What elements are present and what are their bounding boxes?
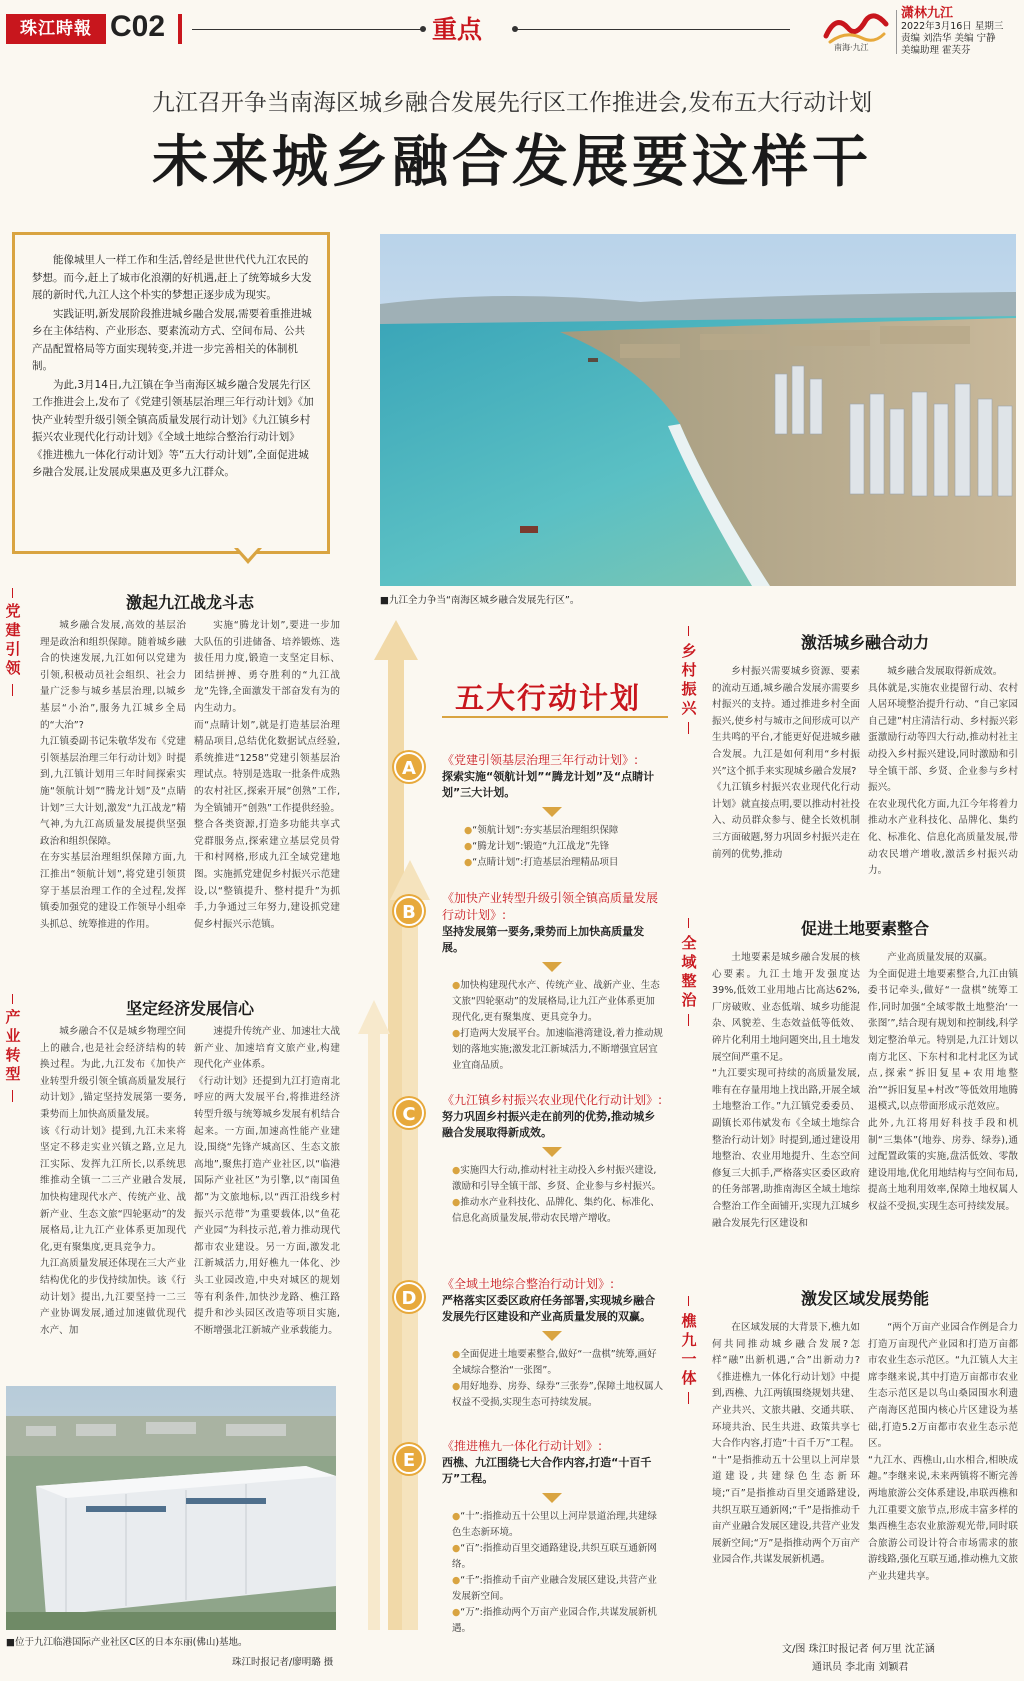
brand-name: 潇林九江 — [901, 6, 954, 21]
side-label-party: 党建引领 — [5, 602, 21, 677]
section-heading: 激起九江战龙斗志 — [125, 593, 254, 612]
header-red-bar — [178, 14, 182, 44]
plan-point: 推动水产业科技化、品牌化、集约化、标准化、信息化高质量发展,带动农民增产增收。 — [452, 1197, 660, 1224]
header-rule-left — [192, 29, 422, 30]
intro-paragraph: 为此,3月14日,九江镇在争当南海区城乡融合发展先行区工作推进会上,发布了《党建引领基层治理三年行动计划》《加快产业转型升级引领全镇高质量发展行动计划》《九江镇乡村振兴农业现代化行动计划》《全域土地综合整治行动计划》《推进樵九一体化行动计划》等“五大行动计划”,全面促进城乡融合发展,让发展成果惠及更多九江群众。 — [32, 378, 314, 478]
article-column: 产业高质量发展的双赢。 为全面促进土地要素整合,九江由镇委书记牵头,做好“一盘棋”统筹工作,同时加强“全域零散土地整治‘一张图’”,结合现有规划和控制线,科学划定整治单元。特别是,九江计划以南方北区、下东村和北村北区为试点,探索“拆旧复星+农用地整治”“拆旧复星+村改”等低效用地腾退模式,以点带面形成示范效应。 此外,九江将用好科技手段和机制“三集体”(地券、房券、绿券),通过配置政策的实施,盘活低效、零散建设用地,优化用地结构与空间布局,提高土地利用效率,保障土地权属人权益不受损,实现生态可持续发展。 — [868, 952, 1019, 1212]
brand-logo — [822, 8, 892, 54]
intro-notch-inner — [238, 548, 258, 559]
article-column: 城乡融合发展取得新成效。 具体就是,实施农业提留行动、农村人居环境整治提升行动、“自己家园自己建”村庄清洁行动、乡村振兴彩蛋激励行动等四大行动,推动村社主动投入乡村振兴建设,同时激励和引导全镇干部、乡贤、企业参与乡村振兴。 在农业现代化方面,九江今年将着力推动水产业科技化、品牌化、集约化、标准化、信息化高质量发展,带动农民增产增收,激活乡村振兴动力。 — [868, 666, 1018, 877]
plan-desc: 坚持发展第一要务,秉势而上加快高质量发展。 — [442, 925, 645, 954]
plan-letter-b: B — [394, 896, 424, 926]
photo-caption: ■九江全力争当“南海区城乡融合发展先行区”。 — [380, 595, 580, 606]
byline: 通讯员 李北南 刘颖君 — [812, 1662, 909, 1673]
plan-point: 用好地券、房券、绿券“三张券”,保障土地权属人权益不受损,实现生态可持续发展。 — [452, 1381, 664, 1408]
plan-desc: 严格落实区委区政府任务部署,实现城乡融合发展先行区建设和产业高质量发展的双赢。 — [442, 1294, 656, 1323]
plan-name: 《九江镇乡村振兴农业现代化行动计划》: — [442, 1093, 663, 1107]
intro-paragraph: 能像城里人一样工作和生活,曾经是世世代代九江农民的梦想。而今,赶上了城市化浪潮的好机遇,赶上了统筹城乡大发展的新时代,九江人这个朴实的梦想正逐步成为现实。 — [32, 254, 312, 301]
article-column: 乡村振兴需要城乡资源、要素的流动互通,城乡融合发展亦需要乡村振兴的支持。通过推进乡村全面振兴,使乡村与城市之间形成可以产生共鸣的平台,才能更好促进城乡融合发展。九江是如何利用“乡村振兴”这个抓手来实现城乡融合发展? 《九江镇乡村振兴农业现代化行动计划》就直接点明,要以推动村社投入、动员群众参与、健全长效机制三方面破题,努力巩固乡村振兴走在前列的优势,推动 — [712, 666, 860, 860]
plan-point: 实施四大行动,推动村社主动投入乡村振兴建设,激励和引导全镇干部、乡贤、企业参与乡村振兴。 — [452, 1165, 662, 1192]
side-rule — [12, 684, 13, 696]
plan-letter-d: D — [394, 1282, 424, 1312]
section-heading: 激发区域发展势能 — [800, 1289, 929, 1308]
side-rule — [688, 1296, 689, 1306]
masthead: 珠江時報 — [6, 14, 106, 44]
plan-point: “百”:指推动百里交通路建设,共织互联互通新网络。 — [452, 1543, 657, 1570]
subtitle: 九江召开争当南海区城乡融合发展先行区工作推进会,发布五大行动计划 — [151, 90, 873, 116]
article-column: 城乡融合不仅是城乡物理空间上的融合,也是社会经济结构的转换过程。为此,九江发布《加快产业转型升级引领全镇高质量发展行动计划》,锚定坚持发展第一要务,秉势而上加快高质量发展。 该《行动计划》提到,九江未来将坚定不移走实业兴镇之路,立足九江实际、发挥九江所长,以系统思维推动全镇一二三产业融合发展,加快构建现代水产、传统产业、战新产业、生态文旅“四轮驱动”的发展格局,让九江产业体系更加现代化,更有聚集度,更具竞争力。 九江高质量发展还体现在三大产业结构优化的步伐持续加快。该《行动计划》提出,九江要坚持一二三产业协调发展,通过加速做优现代水产、加 — [40, 1026, 186, 1336]
plan-point: “领航计划”:夯实基层治理组织保障 — [472, 825, 619, 836]
plan-b: 《加快产业转型升级引领全镇高质量发展行动计划》: 坚持发展第一要务,秉势而上加快高质量发展。 ●加快构建现代水产、传统产业、战新产业、生态文旅“四轮驱动”的发展格局,让九江产业体系更加现代化,更有聚集度、更具竞争力。 ●打造两大发展平台。加速临港湾建设,着力推动规划的落地实施;激发北江新城活力,不断增强宜居宜业宜商品质。 — [442, 891, 663, 1071]
plan-divider-triangle — [542, 962, 562, 972]
plan-point: “腾龙计划”:锻造“九江战龙”先锋 — [472, 841, 610, 852]
article-column: 速提升传统产业、加速壮大战新产业、加速培育文旅产业,构建现代化产业体系。 《行动计划》还提到九江打造南北呼应的两大发展平台,将推进经济转型升级与统筹城乡发展有机结合起来。一方面,加速高性能产业建设,围绕“先锋产城高区、生态文旅高地”,聚焦打造产业社区,以“临港国际产业社区”为引擎,以“南国鱼都”为文旅地标,以“西江沿线乡村振兴示范带”为重要载体,以“鱼花产业园”为科技示范,着力推动现代都市农业建设。另一方面,激发北江新城活力,用好樵九一体化、沙头工业园改造,中央对城区的规划等有利条件,加快沙龙路、樵江路提升和沙头园区改造等项目实施,不断增强北江新城产业承载能力。 — [194, 1026, 340, 1336]
aerial-city-photo — [380, 234, 1016, 586]
plan-point: 全面促进土地要素整合,做好“一盘棋”统筹,画好全域综合整治“一张图”。 — [452, 1349, 657, 1376]
proof-line: 美编助理 霍芙芬 — [901, 45, 971, 56]
logo-caption: 南海·九江 — [834, 43, 869, 52]
plan-desc: 努力巩固乡村振兴走在前列的优势,推动城乡融合发展取得新成效。 — [442, 1110, 656, 1139]
side-label-land: 全域整治 — [681, 934, 697, 1009]
plan-point: “十”:指推动五十公里以上河岸景道治理,共建绿色生态新环境。 — [452, 1511, 657, 1538]
article-column: 实施“腾龙计划”,要进一步加大队伍的引进储备、培养锻炼、选拔任用力度,锻造一支坚定目标、团结拼搏、勇夺胜利的“九江战龙”先锋,全面激发干部奋发有为的内生动力。 而“点睛计划”,就是打造基层治理精品项目,总结优化数据试点经验,系统推进“1258”党建引领基层治理试点。特别是选取一批条件成熟的农村社区,探索开展“创熟”工作,为全镇铺开“创熟”工作提供经验。整合各类资源,打造多功能共享式党群服务点,探索建立基层党员骨干和村网格,形成九江全域党建地图。实施抓党建促乡村振兴示范建设,以“整镇提升、整村提升”为抓手,力争通过三年努力,建设抓党建促乡村振兴示范镇。 — [194, 620, 340, 930]
plan-point: 加快构建现代水产、传统产业、战新产业、生态文旅“四轮驱动”的发展格局,让九江产业体系更加现代化,更有聚集度、更具竞争力。 — [452, 980, 660, 1023]
header-rule-right — [515, 29, 790, 30]
plan-name: 《推进樵九一体化行动计划》: — [442, 1439, 603, 1453]
industrial-base-photo — [6, 1386, 336, 1630]
page-number: C02 — [110, 10, 166, 43]
plan-name: 《党建引领基层治理三年行动计划》: — [442, 753, 639, 767]
plan-desc: 探索实施“领航计划”“腾龙计划”及“点睛计划”三大计划。 — [442, 770, 655, 799]
plan-point: “千”:指推动千亩产业融合发展区建设,共营产业发展新空间。 — [452, 1575, 657, 1602]
section-heading: 坚定经济发展信心 — [125, 999, 254, 1018]
side-rule — [12, 588, 13, 598]
page-title: 未来城乡融合发展要这样干 — [152, 129, 872, 195]
section-label: 重点 — [432, 15, 483, 44]
side-rule — [12, 1090, 13, 1102]
plan-letter-e: E — [394, 1444, 424, 1474]
article-column: 城乡融合发展,高效的基层治理是政治和组织保障。随着城乡融合的快速发展,九江如何以党建为引领,积极动员社会组织、社会力量广泛参与城乡基层治理,以城乡基层“小治”,服务九江城乡全局的“大治”? 九江镇委副书记朱敬华发布《党建引领基层治理三年行动计划》时提到,九江镇计划用三年时间探索实施“领航计划”“腾龙计划”及“点睛计划”三大计划,激发“九江战龙”精气神,为九江高质量发展提供坚强政治和组织保障。 在夯实基层治理组织保障方面,九江推出“领航计划”,将党建引领贯穿于基层治理工作的全过程,发挥镇委加强党的建设工作领导小组牵头抓总、统筹推进的作用。 — [40, 620, 186, 930]
plan-letter-a: A — [394, 752, 424, 782]
plan-divider-triangle — [542, 1493, 562, 1503]
article-column: 土地要素是城乡融合发展的核心要素。九江土地开发强度达39%,低效工业用地占比高达62%,厂房破败、业态低端、城乡功能混杂、风貌差、生态效益低等低效、碎片化利用土地问题突出,且土地发展空间严重不足。 “九江要实现可持续的高质量发展,唯有在存量用地上找出路,开展全域土地整治工作。”九江镇党委委员、副镇长邓伟斌发布《全域土地综合整治行动计划》时提到,通过建设用地整治、农业用地提升、生态空间修复三大抓手,严格落实区委区政府的任务部署,助推南海区全域土地综合整治工作全面铺开,实现九江城乡融合发展先行区建设和 — [712, 952, 860, 1229]
photo-caption: ■位于九江临港国际产业社区C区的日本东丽(佛山)基地。 — [6, 1637, 248, 1648]
plan-a: 《党建引领基层治理三年行动计划》: 探索实施“领航计划”“腾龙计划”及“点睛计划”三大计划。 ●“领航计划”:夯实基层治理组织保障 ●“腾龙计划”:锻造“九江战龙”先锋 ●“点睛计划”:打造基层治理精品项目 — [442, 752, 664, 871]
byline: 文/图 珠江时报记者 何万里 沈芷涵 — [782, 1644, 935, 1655]
plan-letter-c: C — [394, 1098, 424, 1128]
plan-divider-triangle — [542, 1147, 562, 1157]
article-column: “两个万亩产业园合作例是合力打造万亩现代产业园和打造万亩都市农业生态示范区。“九江镇人大主席李继来说,其中打造万亩都市农业生态示范区是以鸟山桑园围水利遗产南海区范围内核心片区建设为基础,打造5.2万亩都市农业生态示范区。 “九江水、西樵山,山水相合,相映成趣。”李继来说,未来两镇将不断完善两地旅游公交体系建设,串联西樵和九江重要文旅节点,形成丰富多样的集西樵生态农业旅游观光带,同时联合旅游公司设计符合市场需求的旅游线路,强化互联互通,推动樵九文旅产业共建共享。 — [868, 1322, 1019, 1582]
side-rule — [688, 722, 689, 734]
intro-paragraph: 实践证明,新发展阶段推进城乡融合发展,需要着重推进城乡在主体结构、产业形态、要素流动方式、空间布局、公共产品配置格局等方面实现转变,并进一步完善相关的体制机制。 — [32, 307, 312, 372]
plan-divider-triangle — [542, 1331, 562, 1341]
section-heading: 激活城乡融合动力 — [800, 633, 929, 652]
editor-line: 责编 刘浩华 美编 宁静 — [901, 33, 996, 44]
meta-divider — [896, 10, 897, 54]
side-rule — [688, 1014, 689, 1026]
plan-name: 《加快产业转型升级引领全镇高质量发展行动计划》: — [442, 891, 659, 922]
plan-point: “万”:指推动两个万亩产业园合作,共谋发展新机遇。 — [452, 1607, 657, 1634]
issue-meta — [901, 6, 1021, 57]
plan-point: 打造两大发展平台。加速临港湾建设,着力推动规划的落地实施;激发北江新城活力,不断增强宜居宜业宜商品质。 — [452, 1028, 663, 1071]
intro-text — [32, 252, 314, 483]
plan-point: “点睛计划”:打造基层治理精品项目 — [472, 857, 619, 868]
plan-name: 《全域土地综合整治行动计划》: — [442, 1277, 615, 1291]
plan-desc: 西樵、九江围绕七大合作内容,打造“十百千万”工程。 — [442, 1456, 652, 1485]
plan-divider-triangle — [542, 807, 562, 817]
side-rule — [688, 626, 689, 636]
plan-c: 《九江镇乡村振兴农业现代化行动计划》: 努力巩固乡村振兴走在前列的优势,推动城乡融合发展取得新成效。 ●实施四大行动,推动村社主动投入乡村振兴建设,激励和引导全镇干部、乡贤、企业参与乡村振兴。 ●推动水产业科技化、品牌化、集约化、标准化、信息化高质量发展,带动农民增产增收。 — [442, 1093, 663, 1224]
side-rule — [688, 1392, 689, 1404]
section-heading: 促进土地要素整合 — [800, 919, 929, 938]
plans-title: 五大行动计划 — [455, 681, 642, 715]
side-label-rural: 乡村振兴 — [681, 642, 697, 717]
plans-title-rule — [442, 716, 668, 718]
issue-date: 2022年3月16日 星期三 — [901, 21, 1004, 32]
side-label-qiaojiu: 樵九一体 — [681, 1312, 697, 1387]
header-dot-left — [420, 26, 426, 32]
side-rule — [688, 918, 689, 928]
plan-d: 《全域土地综合整治行动计划》: 严格落实区委区政府任务部署,实现城乡融合发展先行区建设和产业高质量发展的双赢。 ●全面促进土地要素整合,做好“一盘棋”统筹,画好全域综合整治“一张图”。 ●用好地券、房券、绿券“三张券”,保障土地权属人权益不受损,实现生态可持续发展。 — [442, 1277, 664, 1408]
article-column: 在区域发展的大背景下,樵九如何共同推动城乡融合发展?怎样“融”出新机遇,“合”出新动力?《推进樵九一体化行动计划》中提到,西樵、九江两镇围绕规划共建、产业共兴、文旅共融、交通共联、环境共治、民生共进、政策共享七大合作内容,打造“十百千万”工程。 “十”是指推动五十公里以上河岸景道建设,共建绿色生态新环境;“百”是指推动百里交通路建设,共织互联互通新网;“千”是指推动千亩产业融合发展区建设,共营产业发展新空间;“万”是指推动两个万亩产业园合作,共谋发展新机遇。 — [712, 1322, 860, 1566]
side-rule — [12, 994, 13, 1004]
plan-e: 《推进樵九一体化行动计划》: 西樵、九江围绕七大合作内容,打造“十百千万”工程。 ●“十”:指推动五十公里以上河岸景道治理,共建绿色生态新环境。 ●“百”:指推动百里交通路建设,共织互联互通新网络。 ●“千”:指推动千亩产业融合发展区建设,共营产业发展新空间。 ●“万”:指推动两个万亩产业园合作,共谋发展新机遇。 — [442, 1438, 664, 1637]
photo-credit: 珠江时报记者/廖明璐 摄 — [232, 1657, 334, 1668]
side-label-industry: 产业转型 — [5, 1008, 21, 1083]
